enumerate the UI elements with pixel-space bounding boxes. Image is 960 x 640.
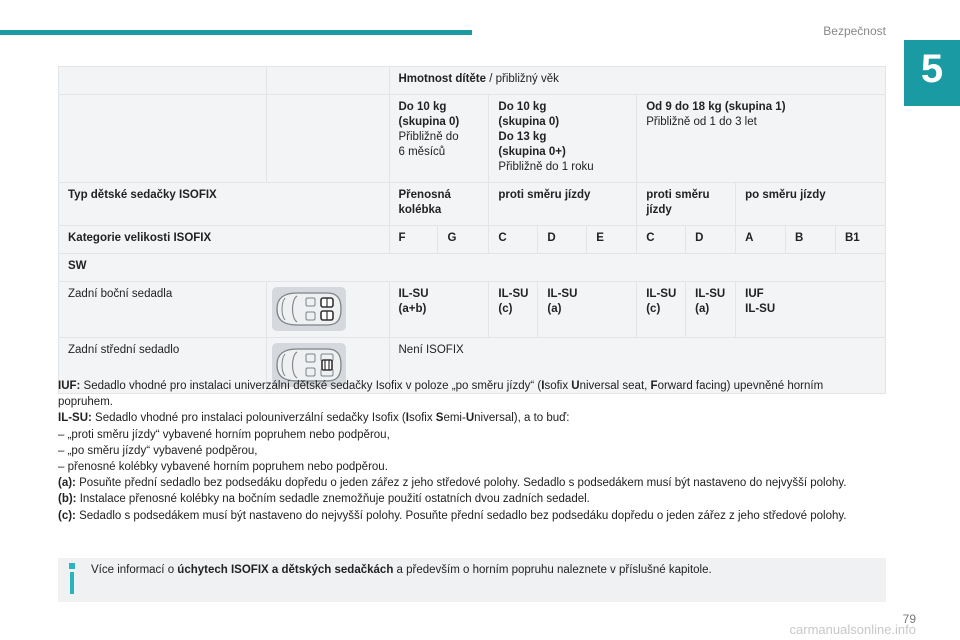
rear-center-value: Není ISOFIX [389,338,886,394]
rear-side-cell: IL-SU (a) [538,282,637,338]
rear-side-cell: IL-SU (c) [489,282,538,338]
size-cat: F [389,226,438,254]
type-forward-facing: po směru jízdy [736,183,886,226]
group-0plus: Do 10 kg (skupina 0) Do 13 kg (skupina 0+) Přibližně do 1 roku [489,95,637,183]
info-icon-bar [70,572,74,594]
type-carrycot: Přenosná kolébka [389,183,489,226]
rear-side-label: Zadní boční sedadla [59,282,267,338]
size-cat: D [686,226,736,254]
size-cat: A [736,226,786,254]
seat-type-row [59,183,886,226]
size-cat: C [637,226,686,254]
size-cat: E [587,226,637,254]
type-rear-facing: proti směru jízdy [489,183,637,226]
group-0: Do 10 kg (skupina 0) Přibližně do 6 měsíců [389,95,489,183]
info-icon [69,563,75,569]
rear-side-cell: IL-SU (c) [637,282,686,338]
car-side-seats-icon [271,286,347,332]
size-cat: G [438,226,489,254]
group-1: Od 9 do 18 kg (skupina 1) Přibližně od 1 do 3 let [637,95,886,183]
rear-side-row [59,282,886,338]
weight-header: Hmotnost dítěte / přibližný věk [389,67,886,95]
rear-side-cell: IUF IL-SU [736,282,886,338]
note-ilsu: IL-SU: Sedadlo vhodné pro instalaci polouniverzální sedačky Isofix (Isofix Semi-Universal), a to buď: [58,412,570,425]
note-c: (c): Sedadlo s podsedákem musí být nastaveno do nejvyšší polohy. Posuňte přední sedadlo bez podsedáku dopředu o jeden zářez z jeho středové polohy. [58,509,847,522]
note-b: (b): Instalace přenosné kolébky na bočním sedadle znemožňuje použití ostatních dvou zadních sedadel. [58,493,590,506]
size-class-label: Kategorie velikosti ISOFIX [59,226,390,254]
note-iuf: IUF: Sedadlo vhodné pro instalaci univerzální dětské sedačky Isofix v poloze „po směru jízdy“ (Isofix Universal seat, Forward facing) upevněné horním popruhem. [58,380,824,409]
info-box [58,558,886,602]
section-title: Bezpečnost [823,24,886,38]
watermark: carmanualsonline.info [789,622,916,637]
group-row [59,95,886,183]
page-number: 79 [902,612,916,626]
model-row [59,254,886,282]
rear-side-cell: IL-SU (a) [686,282,736,338]
note-dash: – „po směru jízdy“ vybavené podpěrou, [58,444,258,457]
header-accent-bar [0,30,472,35]
chapter-tab: 5 [904,40,960,106]
weight-header-row [59,67,886,95]
size-class-row [59,226,886,254]
seat-type-label: Typ dětské sedačky ISOFIX [59,183,390,226]
car-seat-diagram [266,282,389,338]
size-cat: B [786,226,836,254]
legend-notes [58,378,868,524]
rear-center-label: Zadní střední sedadlo [59,338,267,394]
size-cat: C [489,226,538,254]
note-a: (a): Posuňte přední sedadlo bez podsedáku dopředu o jeden zářez z jeho středové polohy. Sedadlo s podsedákem musí být nastaveno do nejvyšší polohy. [58,477,847,490]
model-label: SW [59,254,886,282]
rear-side-cell: IL-SU (a+b) [389,282,489,338]
note-dash: – přenosné kolébky vybavené horním popruhem nebo podpěrou. [58,461,388,474]
info-text: Více informací o úchytech ISOFIX a dětských sedačkách a především o horním popruhu naleznete v příslušné kapitole. [91,564,712,576]
isofix-table [58,66,886,394]
type-rear-facing-2: proti směru jízdy [637,183,736,226]
note-dash: – „proti směru jízdy“ vybavené horním popruhem nebo podpěrou, [58,428,390,441]
size-cat: D [538,226,587,254]
size-cat: B1 [835,226,885,254]
